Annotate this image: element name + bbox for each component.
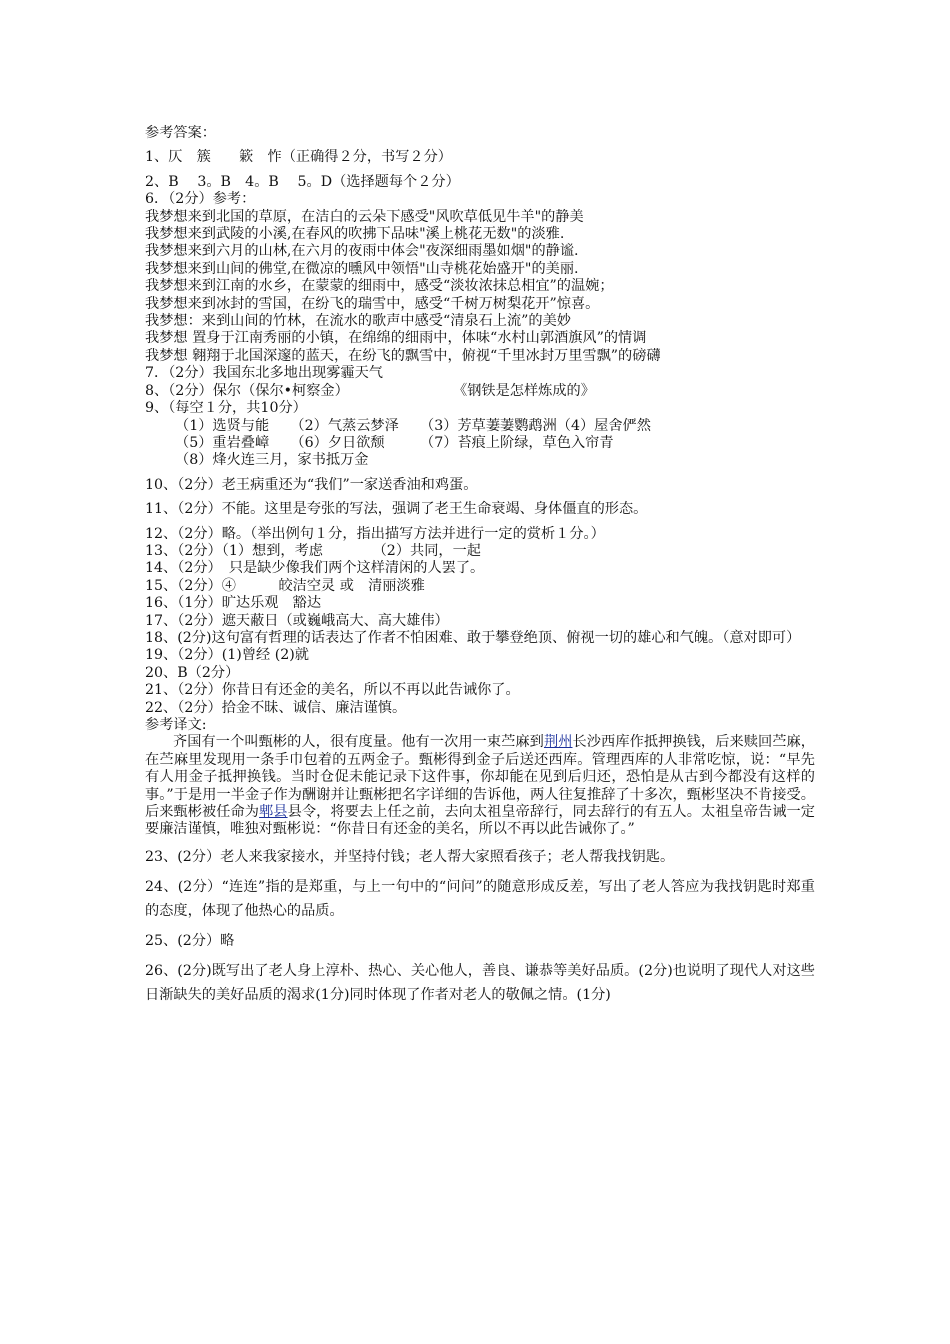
translation-text: 县令，将要去上任之前，去向太祖皇帝辞行，同去辞行的有五人。太祖皇帝告诫一定要廉洁谨慎，唯独对甄彬说：“你昔日有还金的美名，所以不再以此告诫你了。” [145,804,815,838]
answer-9-row-3: （8）烽火连三月，家书抵万金 [175,452,369,469]
answer-6: 6．（2分）参考： [145,191,256,208]
translation-paragraph [145,734,815,838]
place-link-jingzhou[interactable]: 荆州 [543,734,573,751]
answer-19: 19、（2分）(1)曾经 (2)就 [145,647,309,664]
dream-sentence: 我梦想：来到山间的竹林，在流水的歌声中感受“清泉石上流”的美妙 [145,313,571,330]
answer-10: 10、（2分）老王病重还为“我们”一家送香油和鸡蛋。 [145,476,478,493]
dream-sentence: 我梦想来到山间的佛堂,在微凉的曛风中领悟"山寺桃花始盛开"的美丽. [145,260,579,277]
answer-7: 7．（2分）我国东北多地出现雾霾天气 [145,365,383,382]
dream-sentence: 我梦想来到武陵的小溪,在春风的吹拂下品味"溪上桃花无数"的淡雅. [145,226,565,243]
answers-header: 参考答案： [145,125,216,141]
answer-24: 24、(2分）“连连”指的是郑重，与上一句中的“问问”的随意形成反差，写出了老人答应为我找钥匙时郑重的态度，体现了他热心的品质。 [145,878,815,919]
dream-sentence: 我梦想来到北国的草原，在洁白的云朵下感受"风吹草低见牛羊"的静美 [145,208,584,225]
dream-sentence: 我梦想来到江南的水乡，在蒙蒙的细雨中，感受“淡妆浓抹总相宜”的温婉； [145,278,614,295]
answer-9-row-2: （5）重岩叠嶂 （6）夕日欲颓 （7）苔痕上阶绿，草色入帘青 [175,434,614,451]
answer-12: 12、（2分）略。（举出例句１分，指出描写方法并进行一定的赏析１分。） [145,525,605,542]
dream-sentence: 我梦想来到冰封的雪国，在纷飞的瑞雪中，感受“千树万树梨花开”惊喜。 [145,295,600,312]
dream-sentences [145,209,815,366]
answer-8-character: 8、（2分）保尔（保尔•柯察金） [145,382,349,399]
answer-25: 25、(2分）略 [145,932,235,949]
translation-title: 参考译文: [145,717,207,733]
answer-16: 16、（1分）旷达乐观 豁达 [145,595,322,612]
answer-document [145,125,815,1007]
answer-13: 13、（2分）（1）想到，考虑 （2）共同，一起 [145,542,481,559]
answer-8-book: 《钢铁是怎样炼成的》 [453,382,595,399]
answer-9: 9、（每空１分，共10分） [145,400,307,417]
answer-18: 18、(2分)这句富有哲理的话表达了作者不怕困难、敢于攀登绝顶、俯视一切的雄心和气魄。（意对即可） [145,629,801,646]
answer-21: 21、（2分）你昔日有还金的美名，所以不再以此告诫你了。 [145,682,520,699]
answer-17: 17、（2分）遮天蔽日（或巍峨高大、高大雄伟） [145,612,449,629]
answer-20: 20、B（2分） [145,664,240,681]
translation-text: 齐国有一个叫甄彬的人，很有度量。他有一次用一束苎麻到 [173,734,544,751]
dream-sentence: 我梦想 翱翔于北国深邃的蓝天，在纷飞的飘雪中，俯视“千里冰封万里雪飘”的磅礴 [145,347,661,364]
answer-2-5: 2、B 3。B 4。B 5。D（选择题每个２分） [145,173,460,190]
answer-8 [145,383,815,400]
place-link-pixian[interactable]: 郫县 [259,804,288,821]
answer-22: 22、（2分）拾金不昧、诚信、廉洁谨慎。 [145,699,407,716]
answer-1: 1、仄 簇 簌 怍（正确得２分，书写２分） [145,149,452,166]
dream-sentence: 我梦想来到六月的山林,在六月的夜雨中体会"夜深细雨墨如烟"的静谧. [145,243,579,260]
answer-9-row-1: （1）选贤与能 （2）气蒸云梦泽 （3）芳草萋萋鹦鹉洲（4）屋舍俨然 [175,417,651,434]
answer-26: 26、(2分)既写出了老人身上淳朴、热心、关心他人，善良、谦恭等美好品质。(2分)也说明了现代人对这些日渐缺失的美好品质的渴求(1分)同时体现了作者对老人的敬佩之情。(1分) [145,962,815,1003]
answer-14: 14、（2分） 只是缺少像我们两个这样清闲的人罢了。 [145,560,485,577]
answer-11: 11、（2分）不能。这里是夸张的写法，强调了老王生命衰竭、身体僵直的形态。 [145,501,648,518]
dream-sentence: 我梦想 置身于江南秀丽的小镇，在绵绵的细雨中，体味“水村山郭酒旗风”的情调 [145,330,647,347]
answer-15: 15、（2分）④ 皎洁空灵 或 清丽淡雅 [145,577,425,594]
answer-23: 23、(2分）老人来我家接水，并坚持付钱；老人帮大家照看孩子；老人帮我找钥匙。 [145,848,675,865]
translation-text: 长沙西库作抵押换钱，后来赎回苎麻，在苎麻里发现用一条手巾包着的五两金子。甄彬得到金子后送还西库。管理西库的人非常吃惊，说：“早先有人用金子抵押换钱。当时仓促未能记录下这件事，你却能在见到后归还，恐怕是从古到今都没有这样的事。”于是用一半金子作为酬谢并让甄彬把名字详细的告诉他，两人往复推辞了十多次，甄彬坚决不肯接受。后来甄彬被任命为 [145,734,815,821]
